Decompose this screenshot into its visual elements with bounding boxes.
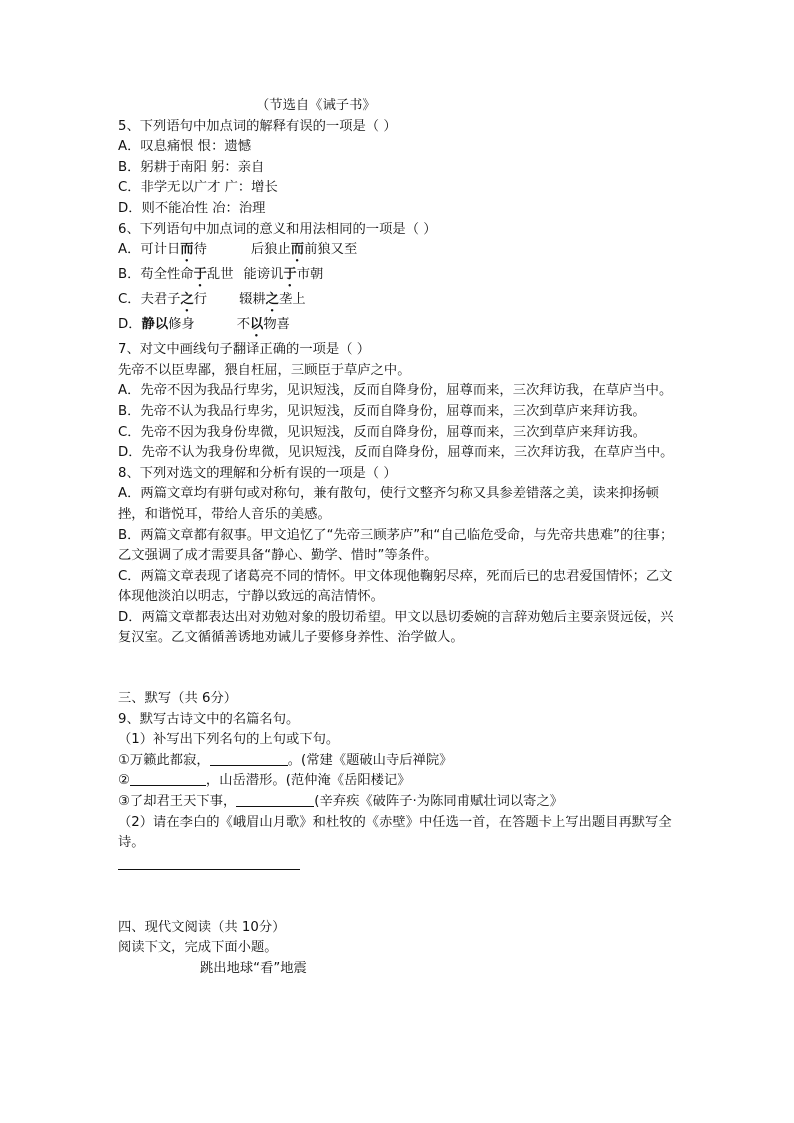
- q6-option-a: [118, 240, 678, 265]
- q7-option-a: A．先帝不因为我品行卑劣，见识短浅，反而自降身份，屈尊而来，三次拜访我，在草庐当中。: [118, 383, 673, 399]
- q5-option-c: C．非学无以广才 广：增长: [118, 180, 278, 196]
- q7-quote: 先帝不以臣卑鄙，猥自枉屈，三顾臣于草庐之中。: [118, 362, 411, 378]
- q5-stem: 5、下列语句中加点词的解释有误的一项是（ ）: [118, 118, 397, 134]
- q6-option-d: [118, 315, 678, 340]
- q6-c-part2: 辍耕: [239, 292, 266, 308]
- q9-sub1: （1）补写出下列名句的上句或下句。: [118, 732, 340, 748]
- q6-a-part2: 后狼止: [250, 242, 291, 258]
- q5-option-a: A．叹息痛恨 恨：遗憾: [118, 139, 251, 155]
- q6-c-part1-end: 行: [193, 292, 208, 308]
- q6-d-part1-end: 修身: [168, 317, 195, 333]
- q7-option-c: C．先帝不因为我身份卑微，见识短浅，反而自降身份，屈尊而来，三次到草庐来拜访我。: [118, 424, 646, 440]
- article-title: 跳出地球“看”地震: [200, 961, 307, 976]
- q6-a-keyword1: 而: [180, 242, 194, 258]
- q8-option-a: A．两篇文章均有骈句或对称句，兼有散句，使行文整齐匀称又具参差错落之美，读来抑扬顿挫，和谐悦耳，带给人音乐的美感。: [118, 486, 659, 522]
- q9-item2-source: ，山岳潜形。(范仲淹《岳阳楼记》: [205, 773, 411, 789]
- section4-instruction: 阅读下文，完成下面小题。: [118, 940, 278, 956]
- q6-d-prefix: D．: [118, 317, 142, 333]
- q8-stem: 8、下列对选文的理解和分析有误的一项是（ ）: [118, 465, 397, 481]
- q7-option-d: D．先帝不认为我身份卑微，见识短浅，反而自降身份，屈尊而来，三次拜访我，在草庐当中。: [118, 445, 674, 461]
- q6-option-c: [118, 290, 678, 315]
- q7-stem: 7、对文中画线句子翻译正确的一项是（ ）: [118, 342, 371, 358]
- q9-item2: [118, 771, 678, 792]
- q6-a-part1-end: 待: [193, 242, 207, 258]
- q8-option-d: D．两篇文章都表达出对劝勉对象的殷切希望。甲文以恳切委婉的言辞劝勉后主要亲贤远佞，兴复汉室。乙文循循善诱地劝诫儿子要修身养性、治学做人。: [118, 609, 674, 646]
- q6-a-keyword2: 而: [290, 242, 305, 258]
- q6-d-keyword1: 静以: [141, 317, 169, 333]
- q6-b-part1-end: 乱世: [206, 267, 234, 283]
- q9-item3: [118, 792, 678, 813]
- q9-item3-source: (辛弃疾《破阵子·为陈同甫赋壮词以寄之》: [314, 794, 564, 810]
- q8-option-c: C．两篇文章表现了诸葛亮不同的情怀。甲文体现他鞠躬尽瘁，死而后已的忠君爱国情怀；乙文体现他淡泊以明志，宁静以致远的高洁情怀。: [118, 568, 673, 605]
- q9-item1: [118, 751, 678, 772]
- fill-blank-2[interactable]: [130, 771, 206, 786]
- q9-item1-text: ①万籁此都寂，: [118, 752, 210, 768]
- q6-c-part2-end: 垄上: [278, 292, 306, 308]
- q8-option-b: B．两篇文章都有叙事。甲文追忆了“先帝三顾茅庐”和“自己临危受命，与先帝共患难”的往事；乙文强调了成才需要具备“静心、勤学、惜时”等条件。: [118, 527, 674, 564]
- q7-option-b: B．先帝不认为我品行卑劣，见识短浅，反而自降身份，屈尊而来，三次到草庐来拜访我。: [118, 403, 646, 419]
- q6-stem: 6、下列语句中加点词的意义和用法相同的一项是（ ）: [118, 221, 437, 237]
- q9-stem: 9、默写古诗文中的名篇名句。: [118, 711, 300, 727]
- q6-d-part2: 不: [236, 317, 251, 333]
- q6-a-part2-end: 前狼又至: [304, 242, 358, 258]
- spacer: [118, 649, 678, 689]
- q6-option-b: [118, 265, 678, 290]
- q5-option-d: D．则不能冶性 冶：治理: [118, 200, 266, 216]
- q6-d-keyword2: 以: [250, 317, 264, 333]
- q9-item3-text: ③了却君王天下事，: [118, 794, 237, 810]
- q9-item1-source: 。(常建《题破山寺后禅院》: [287, 752, 453, 768]
- section4-title: 四、现代文阅读（共 10分）: [118, 919, 286, 935]
- q6-c-part1: C．夫君子: [118, 292, 181, 308]
- q6-b-keyword2: 于: [283, 267, 297, 283]
- q6-d-part2-end: 物喜: [263, 317, 290, 333]
- q9-sub2: （2）请在李白的《峨眉山月歌》和杜牧的《赤壁》中任选一首，在答题卡上写出题目再默写全诗。: [118, 814, 672, 851]
- exam-page: [118, 96, 678, 980]
- q6-c-keyword1: 之: [180, 292, 194, 308]
- source-note: （节选自《诫子书》: [256, 98, 376, 113]
- q6-b-part2-end: 市朝: [296, 267, 324, 283]
- section3-title: 三、默写（共 6分）: [118, 691, 238, 707]
- fill-blank-1[interactable]: [210, 751, 288, 766]
- q9-item2-text: ②: [118, 773, 130, 789]
- fill-blank-3[interactable]: [236, 792, 314, 807]
- q6-b-part1: B．苟全性命: [118, 267, 194, 283]
- q6-c-keyword2: 之: [265, 292, 279, 308]
- q6-a-part1: A．可计日: [118, 242, 181, 258]
- q5-option-b: B．躬耕于南阳 躬：亲自: [118, 159, 265, 175]
- q6-b-part2: 能谤讥: [243, 267, 284, 283]
- spacer: [118, 870, 678, 918]
- q6-b-keyword1: 于: [193, 267, 207, 283]
